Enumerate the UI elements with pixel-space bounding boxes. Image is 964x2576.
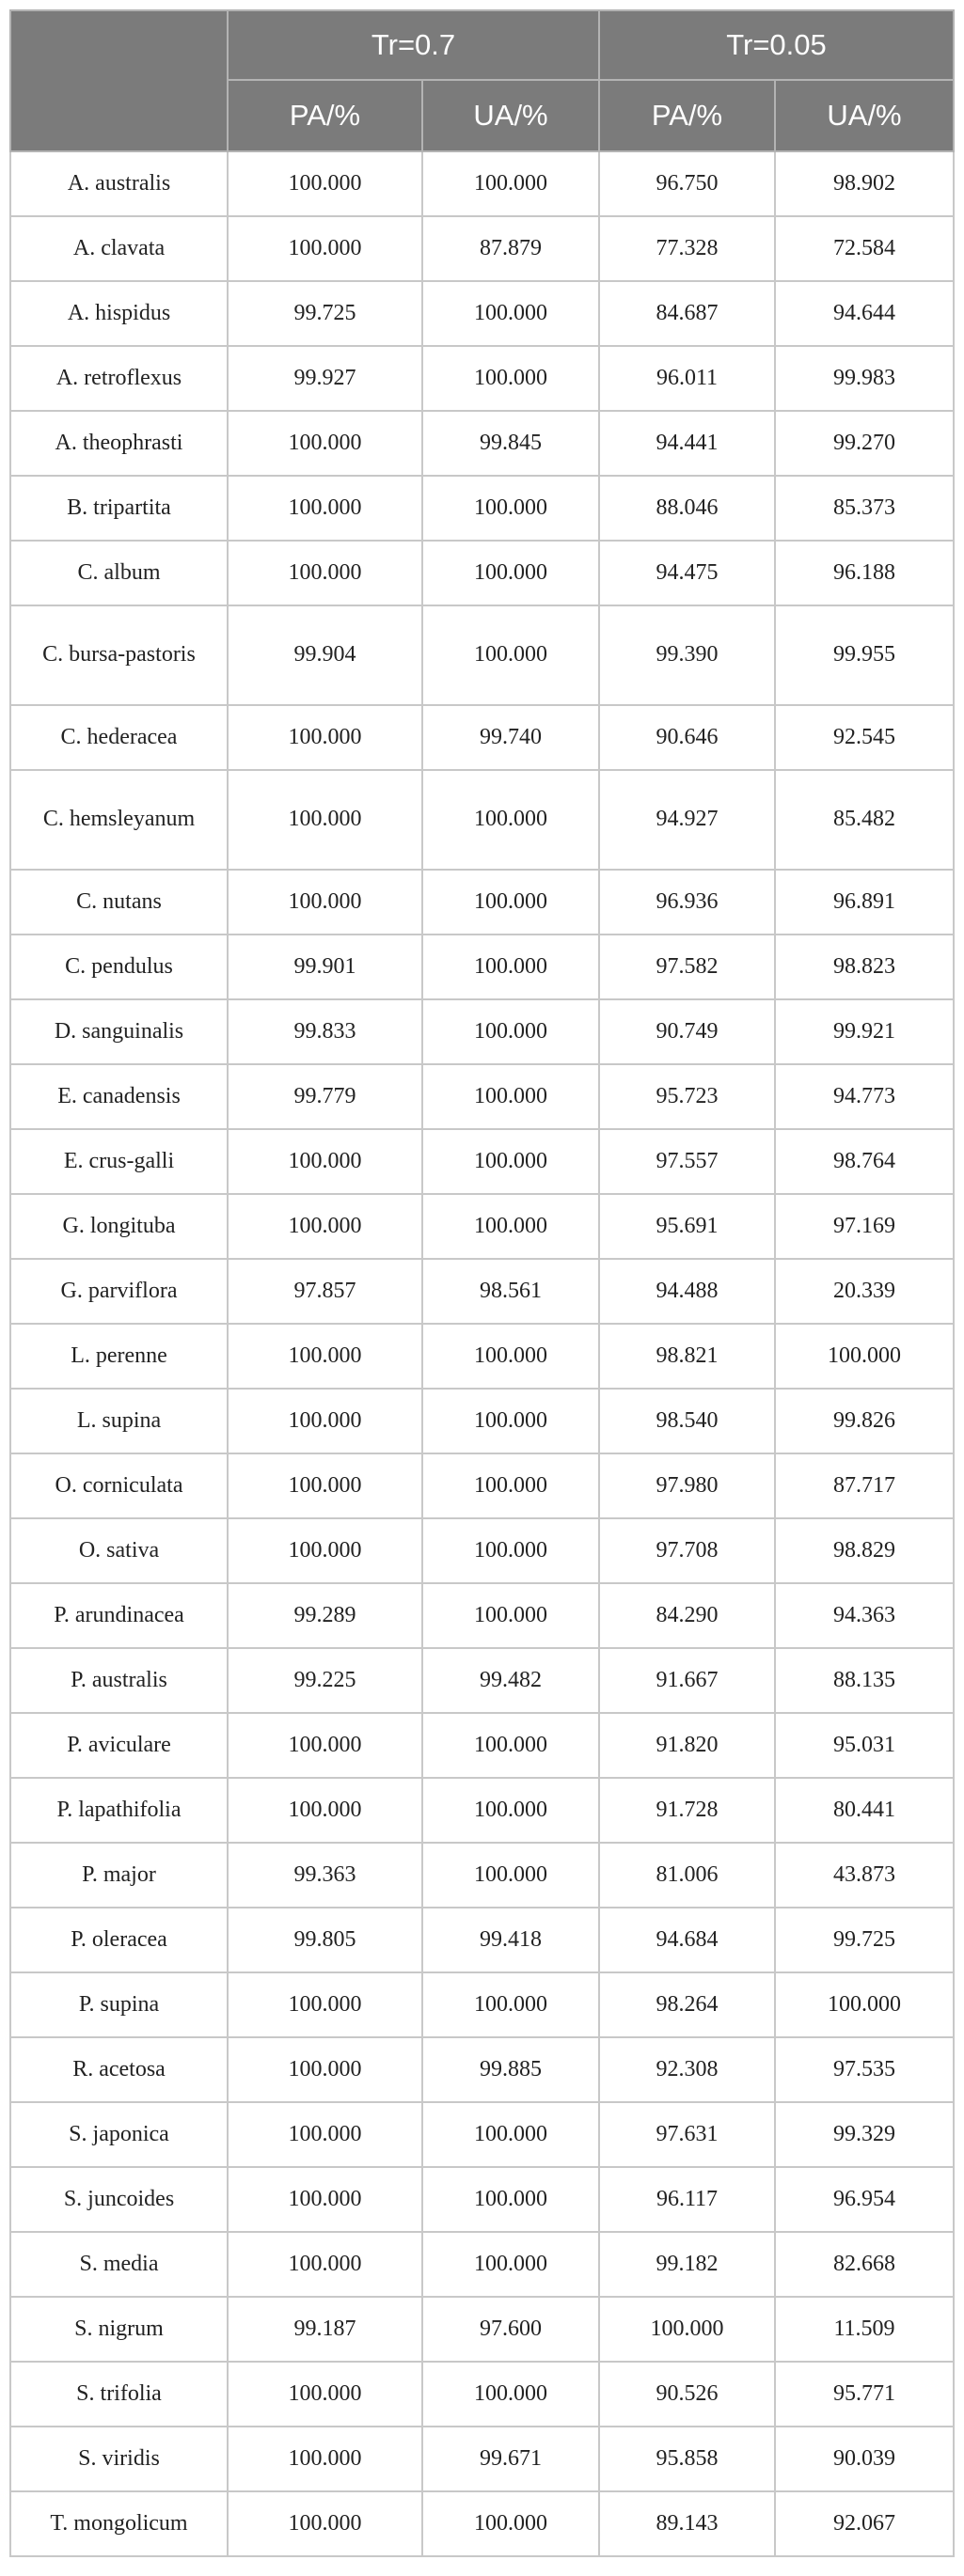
table-row <box>10 1648 954 1713</box>
ua-tr005-cell: 96.891 <box>775 870 954 935</box>
pa-tr07-cell: 100.000 <box>228 1972 422 2037</box>
pa-tr005-cell: 96.750 <box>599 151 775 216</box>
ua-tr07-cell: 99.418 <box>422 1908 599 1972</box>
species-cell: P. lapathifolia <box>10 1778 228 1843</box>
pa-tr07-cell: 100.000 <box>228 2037 422 2102</box>
table-row <box>10 2491 954 2556</box>
pa-tr005-cell: 95.858 <box>599 2427 775 2491</box>
pa-tr005-cell: 84.687 <box>599 281 775 346</box>
ua-tr07-cell: 100.000 <box>422 1972 599 2037</box>
pa-tr005-cell: 89.143 <box>599 2491 775 2556</box>
pa-tr07-cell: 100.000 <box>228 1129 422 1194</box>
pa-tr07-cell: 99.725 <box>228 281 422 346</box>
pa-tr005-cell: 96.011 <box>599 346 775 411</box>
header-ua-1: UA/% <box>422 80 599 151</box>
ua-tr07-cell: 100.000 <box>422 2102 599 2167</box>
pa-tr005-cell: 90.749 <box>599 999 775 1064</box>
ua-tr005-cell: 43.873 <box>775 1843 954 1908</box>
pa-tr005-cell: 94.475 <box>599 541 775 605</box>
species-cell: S. viridis <box>10 2427 228 2491</box>
ua-tr005-cell: 99.826 <box>775 1389 954 1453</box>
pa-tr07-cell: 100.000 <box>228 1778 422 1843</box>
table-row <box>10 541 954 605</box>
table-row <box>10 411 954 476</box>
table-row <box>10 2427 954 2491</box>
pa-tr07-cell: 100.000 <box>228 870 422 935</box>
ua-tr005-cell: 98.764 <box>775 1129 954 1194</box>
pa-tr07-cell: 100.000 <box>228 2167 422 2232</box>
header-pa-2: PA/% <box>599 80 775 151</box>
species-cell: P. arundinacea <box>10 1583 228 1648</box>
ua-tr07-cell: 99.482 <box>422 1648 599 1713</box>
species-cell: D. sanguinalis <box>10 999 228 1064</box>
pa-tr005-cell: 94.488 <box>599 1259 775 1324</box>
species-cell: S. juncoides <box>10 2167 228 2232</box>
ua-tr005-cell: 92.545 <box>775 705 954 770</box>
species-cell: S. japonica <box>10 2102 228 2167</box>
pa-tr07-cell: 99.289 <box>228 1583 422 1648</box>
ua-tr07-cell: 100.000 <box>422 935 599 999</box>
table-row <box>10 2297 954 2362</box>
pa-tr07-cell: 100.000 <box>228 2102 422 2167</box>
pa-tr07-cell: 99.363 <box>228 1843 422 1908</box>
species-cell: S. trifolia <box>10 2362 228 2427</box>
species-cell: C. nutans <box>10 870 228 935</box>
ua-tr005-cell: 80.441 <box>775 1778 954 1843</box>
ua-tr005-cell: 98.823 <box>775 935 954 999</box>
species-cell: P. major <box>10 1843 228 1908</box>
ua-tr07-cell: 100.000 <box>422 2232 599 2297</box>
pa-tr005-cell: 99.390 <box>599 605 775 705</box>
pa-tr07-cell: 99.225 <box>228 1648 422 1713</box>
ua-tr07-cell: 100.000 <box>422 1389 599 1453</box>
pa-tr07-cell: 99.187 <box>228 2297 422 2362</box>
pa-tr07-cell: 100.000 <box>228 2232 422 2297</box>
pa-tr07-cell: 100.000 <box>228 1453 422 1518</box>
species-cell: S. media <box>10 2232 228 2297</box>
ua-tr005-cell: 98.829 <box>775 1518 954 1583</box>
pa-tr005-cell: 94.927 <box>599 770 775 870</box>
ua-tr005-cell: 72.584 <box>775 216 954 281</box>
ua-tr07-cell: 100.000 <box>422 999 599 1064</box>
table-row <box>10 2102 954 2167</box>
table-row <box>10 2167 954 2232</box>
table-row <box>10 1389 954 1453</box>
ua-tr07-cell: 100.000 <box>422 1453 599 1518</box>
ua-tr07-cell: 99.845 <box>422 411 599 476</box>
pa-tr07-cell: 100.000 <box>228 1713 422 1778</box>
ua-tr07-cell: 100.000 <box>422 1518 599 1583</box>
ua-tr005-cell: 85.373 <box>775 476 954 541</box>
species-cell: C. hemsleyanum <box>10 770 228 870</box>
pa-tr07-cell: 100.000 <box>228 1389 422 1453</box>
ua-tr005-cell: 85.482 <box>775 770 954 870</box>
header-species-blank <box>10 10 228 151</box>
pa-tr07-cell: 100.000 <box>228 705 422 770</box>
ua-tr07-cell: 100.000 <box>422 1713 599 1778</box>
pa-tr07-cell: 100.000 <box>228 770 422 870</box>
table-row <box>10 2037 954 2102</box>
ua-tr005-cell: 95.771 <box>775 2362 954 2427</box>
table-row <box>10 2232 954 2297</box>
ua-tr005-cell: 87.717 <box>775 1453 954 1518</box>
ua-tr005-cell: 99.329 <box>775 2102 954 2167</box>
species-cell: P. oleracea <box>10 1908 228 1972</box>
pa-tr005-cell: 77.328 <box>599 216 775 281</box>
species-cell: C. pendulus <box>10 935 228 999</box>
table-header <box>10 10 954 151</box>
ua-tr005-cell: 97.169 <box>775 1194 954 1259</box>
pa-tr005-cell: 97.557 <box>599 1129 775 1194</box>
header-ua-2: UA/% <box>775 80 954 151</box>
pa-tr005-cell: 95.691 <box>599 1194 775 1259</box>
ua-tr07-cell: 100.000 <box>422 1194 599 1259</box>
ua-tr005-cell: 97.535 <box>775 2037 954 2102</box>
table-row <box>10 346 954 411</box>
ua-tr005-cell: 94.773 <box>775 1064 954 1129</box>
table-row <box>10 1972 954 2037</box>
ua-tr005-cell: 98.902 <box>775 151 954 216</box>
species-cell: C. bursa-pastoris <box>10 605 228 705</box>
ua-tr005-cell: 82.668 <box>775 2232 954 2297</box>
table-row <box>10 1194 954 1259</box>
ua-tr07-cell: 100.000 <box>422 1064 599 1129</box>
table-row <box>10 1064 954 1129</box>
pa-tr005-cell: 98.540 <box>599 1389 775 1453</box>
pa-tr07-cell: 100.000 <box>228 476 422 541</box>
pa-tr07-cell: 100.000 <box>228 2362 422 2427</box>
table-row <box>10 605 954 705</box>
pa-tr005-cell: 94.684 <box>599 1908 775 1972</box>
table-row <box>10 216 954 281</box>
pa-tr005-cell: 99.182 <box>599 2232 775 2297</box>
ua-tr005-cell: 96.954 <box>775 2167 954 2232</box>
ua-tr07-cell: 100.000 <box>422 541 599 605</box>
table-row <box>10 770 954 870</box>
ua-tr005-cell: 20.339 <box>775 1259 954 1324</box>
pa-tr005-cell: 81.006 <box>599 1843 775 1908</box>
header-group-tr-0-7: Tr=0.7 <box>228 10 599 80</box>
pa-tr005-cell: 97.708 <box>599 1518 775 1583</box>
table-row <box>10 705 954 770</box>
table-body <box>10 151 954 2556</box>
ua-tr005-cell: 95.031 <box>775 1713 954 1778</box>
pa-tr005-cell: 94.441 <box>599 411 775 476</box>
pa-tr07-cell: 100.000 <box>228 411 422 476</box>
ua-tr07-cell: 100.000 <box>422 2491 599 2556</box>
pa-tr005-cell: 92.308 <box>599 2037 775 2102</box>
ua-tr005-cell: 90.039 <box>775 2427 954 2491</box>
ua-tr005-cell: 94.363 <box>775 1583 954 1648</box>
ua-tr07-cell: 100.000 <box>422 870 599 935</box>
species-cell: P. aviculare <box>10 1713 228 1778</box>
pa-tr005-cell: 96.117 <box>599 2167 775 2232</box>
species-cell: G. longituba <box>10 1194 228 1259</box>
ua-tr005-cell: 99.955 <box>775 605 954 705</box>
pa-tr07-cell: 100.000 <box>228 1518 422 1583</box>
pa-tr005-cell: 90.526 <box>599 2362 775 2427</box>
ua-tr07-cell: 97.600 <box>422 2297 599 2362</box>
species-cell: O. sativa <box>10 1518 228 1583</box>
species-cell: B. tripartita <box>10 476 228 541</box>
pa-tr07-cell: 99.901 <box>228 935 422 999</box>
pa-tr005-cell: 91.667 <box>599 1648 775 1713</box>
species-cell: E. canadensis <box>10 1064 228 1129</box>
ua-tr005-cell: 94.644 <box>775 281 954 346</box>
ua-tr07-cell: 100.000 <box>422 1129 599 1194</box>
ua-tr005-cell: 100.000 <box>775 1324 954 1389</box>
ua-tr005-cell: 92.067 <box>775 2491 954 2556</box>
species-cell: R. acetosa <box>10 2037 228 2102</box>
pa-tr07-cell: 100.000 <box>228 2427 422 2491</box>
species-cell: A. retroflexus <box>10 346 228 411</box>
ua-tr005-cell: 99.270 <box>775 411 954 476</box>
pa-tr005-cell: 97.582 <box>599 935 775 999</box>
ua-tr07-cell: 100.000 <box>422 281 599 346</box>
pa-tr005-cell: 97.631 <box>599 2102 775 2167</box>
ua-tr07-cell: 100.000 <box>422 1324 599 1389</box>
pa-tr005-cell: 100.000 <box>599 2297 775 2362</box>
species-cell: L. perenne <box>10 1324 228 1389</box>
pa-tr005-cell: 90.646 <box>599 705 775 770</box>
table-row <box>10 1259 954 1324</box>
pa-tr005-cell: 97.980 <box>599 1453 775 1518</box>
pa-tr005-cell: 84.290 <box>599 1583 775 1648</box>
ua-tr07-cell: 100.000 <box>422 1583 599 1648</box>
ua-tr07-cell: 99.740 <box>422 705 599 770</box>
ua-tr005-cell: 88.135 <box>775 1648 954 1713</box>
species-cell: S. nigrum <box>10 2297 228 2362</box>
pa-tr07-cell: 100.000 <box>228 216 422 281</box>
species-cell: A. clavata <box>10 216 228 281</box>
species-cell: L. supina <box>10 1389 228 1453</box>
pa-tr07-cell: 100.000 <box>228 541 422 605</box>
species-cell: T. mongolicum <box>10 2491 228 2556</box>
pa-tr07-cell: 99.833 <box>228 999 422 1064</box>
pa-tr005-cell: 96.936 <box>599 870 775 935</box>
ua-tr07-cell: 100.000 <box>422 1778 599 1843</box>
ua-tr07-cell: 100.000 <box>422 605 599 705</box>
header-row-groups <box>10 10 954 80</box>
pa-tr07-cell: 100.000 <box>228 1194 422 1259</box>
ua-tr005-cell: 96.188 <box>775 541 954 605</box>
ua-tr07-cell: 100.000 <box>422 2167 599 2232</box>
pa-tr07-cell: 100.000 <box>228 151 422 216</box>
ua-tr005-cell: 11.509 <box>775 2297 954 2362</box>
accuracy-table-container <box>9 9 953 2557</box>
species-cell: O. corniculata <box>10 1453 228 1518</box>
pa-tr005-cell: 91.820 <box>599 1713 775 1778</box>
ua-tr005-cell: 100.000 <box>775 1972 954 2037</box>
pa-tr005-cell: 98.264 <box>599 1972 775 2037</box>
pa-tr07-cell: 100.000 <box>228 1324 422 1389</box>
species-cell: A. theophrasti <box>10 411 228 476</box>
table-row <box>10 999 954 1064</box>
pa-tr07-cell: 97.857 <box>228 1259 422 1324</box>
table-row <box>10 870 954 935</box>
table-row <box>10 1908 954 1972</box>
accuracy-table <box>9 9 955 2557</box>
pa-tr07-cell: 99.904 <box>228 605 422 705</box>
header-group-tr-0-05: Tr=0.05 <box>599 10 954 80</box>
ua-tr07-cell: 100.000 <box>422 1843 599 1908</box>
pa-tr07-cell: 99.805 <box>228 1908 422 1972</box>
ua-tr07-cell: 98.561 <box>422 1259 599 1324</box>
species-cell: E. crus-galli <box>10 1129 228 1194</box>
table-row <box>10 1324 954 1389</box>
species-cell: A. hispidus <box>10 281 228 346</box>
ua-tr005-cell: 99.921 <box>775 999 954 1064</box>
ua-tr07-cell: 100.000 <box>422 346 599 411</box>
header-pa-1: PA/% <box>228 80 422 151</box>
ua-tr07-cell: 99.885 <box>422 2037 599 2102</box>
species-cell: A. australis <box>10 151 228 216</box>
table-row <box>10 1518 954 1583</box>
table-row <box>10 1129 954 1194</box>
ua-tr07-cell: 100.000 <box>422 2362 599 2427</box>
table-row <box>10 281 954 346</box>
pa-tr07-cell: 99.927 <box>228 346 422 411</box>
table-row <box>10 1453 954 1518</box>
pa-tr07-cell: 99.779 <box>228 1064 422 1129</box>
ua-tr07-cell: 100.000 <box>422 151 599 216</box>
table-row <box>10 1778 954 1843</box>
table-row <box>10 2362 954 2427</box>
pa-tr005-cell: 91.728 <box>599 1778 775 1843</box>
pa-tr005-cell: 88.046 <box>599 476 775 541</box>
pa-tr005-cell: 98.821 <box>599 1324 775 1389</box>
ua-tr07-cell: 87.879 <box>422 216 599 281</box>
ua-tr07-cell: 100.000 <box>422 476 599 541</box>
pa-tr005-cell: 95.723 <box>599 1064 775 1129</box>
table-row <box>10 935 954 999</box>
pa-tr07-cell: 100.000 <box>228 2491 422 2556</box>
ua-tr005-cell: 99.983 <box>775 346 954 411</box>
species-cell: P. australis <box>10 1648 228 1713</box>
table-row <box>10 1713 954 1778</box>
species-cell: C. hederacea <box>10 705 228 770</box>
table-row <box>10 476 954 541</box>
species-cell: G. parviflora <box>10 1259 228 1324</box>
species-cell: C. album <box>10 541 228 605</box>
ua-tr005-cell: 99.725 <box>775 1908 954 1972</box>
species-cell: P. supina <box>10 1972 228 2037</box>
table-row <box>10 151 954 216</box>
ua-tr07-cell: 99.671 <box>422 2427 599 2491</box>
ua-tr07-cell: 100.000 <box>422 770 599 870</box>
table-row <box>10 1583 954 1648</box>
table-row <box>10 1843 954 1908</box>
